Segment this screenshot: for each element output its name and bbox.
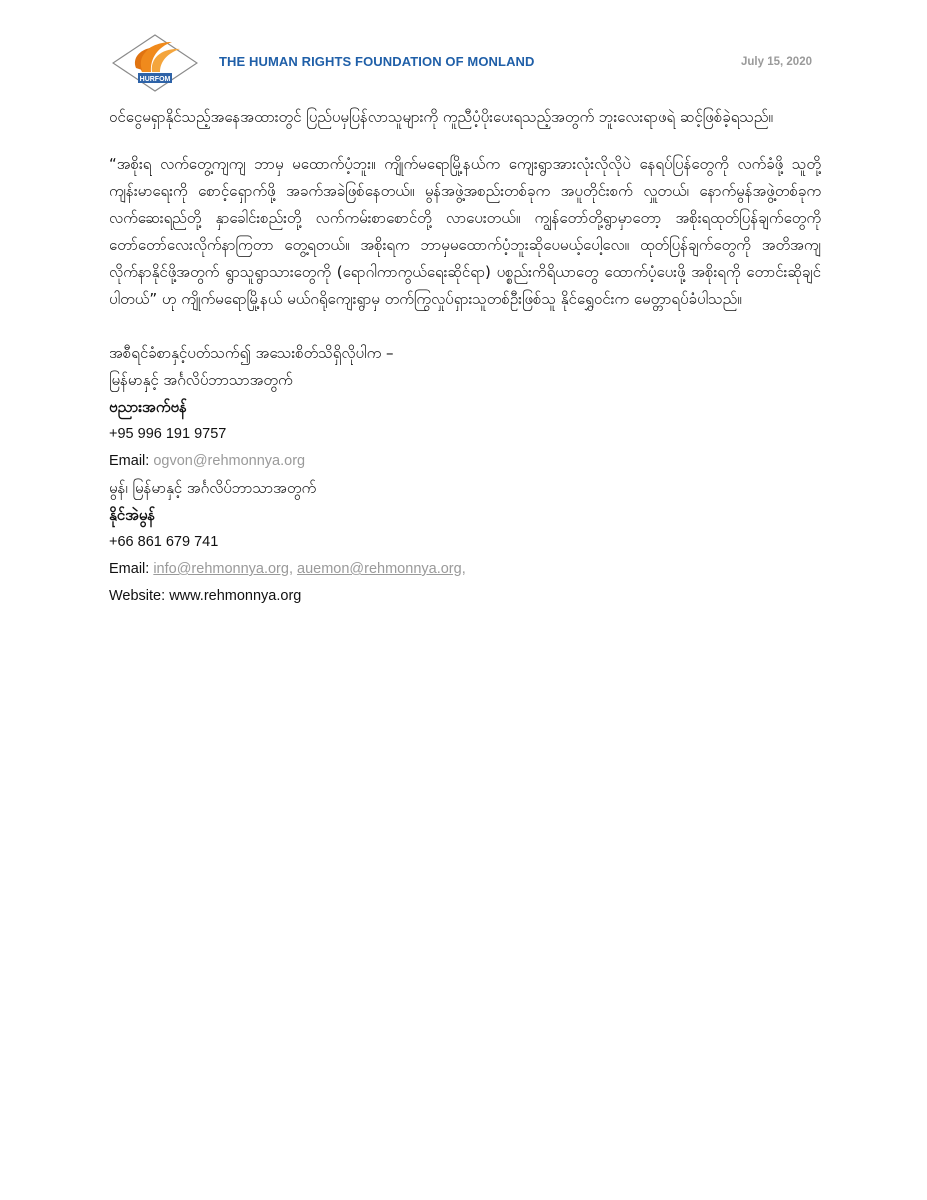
- email-trailing-comma: ,: [461, 561, 466, 577]
- hurfom-logo: [112, 34, 198, 92]
- contact-2-language: မွန်၊ မြန်မာနှင့် အင်္ဂလိပ်ဘာသာအတွက်: [109, 479, 317, 497]
- document-body: [109, 104, 821, 610]
- organization-name: THE HUMAN RIGHTS FOUNDATION OF MONLAND: [219, 54, 535, 69]
- website-url[interactable]: www.rehmonnya.org: [169, 588, 302, 604]
- contact-1-email-label: Email:: [109, 453, 150, 469]
- contact-2-email-link-1[interactable]: info@rehmonnya.org: [153, 561, 289, 577]
- contact-2-email-label: Email:: [109, 561, 150, 577]
- contact-2-name: နိုင်အဲမွန်: [109, 506, 156, 524]
- contact-1-name: ဗညားအက်ဗန်: [109, 398, 187, 416]
- paragraph-2-quote: “အစိုးရ လက်တွေ့ကျကျ ဘာမှ မထောက်ပံ့ဘူး။ ကျိုက်မရောမြို့နယ်က ကျေးရွာအားလုံးလိုလိုပဲ နေရပ်ပြန်တွေကို လက်ခံဖို့ သူတို့ကျန်းမာရေးကို စောင့်ရှောက်ဖို့ အခက်အခဲဖြစ်နေတယ်။ မွန်အဖွဲ့အစည်းတစ်ခုက အပူတိုင်းစက် လှူတယ်၊ နောက်မွန်အဖွဲ့တစ်ခုက လက်ဆေးရည်တို့ နှာခေါင်းစည်းတို့ လက်ကမ်းစာစောင်တို့ လာပေးတယ်။ ကျွန်တော်တို့ရွာမှာတော့ အစိုးရထုတ်ပြန်ချက်တွေကို တော်တော်လေးလိုက်နာကြတာ တွေ့ရတယ်။ အစိုးရက ဘာမှမထောက်ပံ့ဘူးဆိုပေမယ့်ပေါ့လေ။ ထုတ်ပြန်ချက်တွေကို အတိအကျလိုက်နာနိုင်ဖို့အတွက် ရွာသူရွာသားတွေကို (ရောဂါကာကွယ်ရေးဆိုင်ရာ) ပစ္စည်းကိရိယာတွေ ထောက်ပံ့ပေးဖို့ အစိုးရကို တောင်းဆိုချင်ပါတယ်” ဟု ကျိုက်မရောမြို့နယ် မယ်ဂရိုကျေးရွာမှ တက်ကြွလှုပ်ရှားသူတစ်ဦးဖြစ်သူ နိုင်ရွှေဝင်းက မေတ္တာရပ်ခံပါသည်။: [109, 155, 821, 308]
- document-header: [0, 0, 927, 100]
- email-separator: ,: [288, 561, 298, 577]
- contact-1-email[interactable]: ogvon@rehmonnya.org: [153, 453, 306, 469]
- contact-1-language: မြန်မာနှင့် အင်္ဂလိပ်ဘာသာအတွက်: [109, 371, 293, 389]
- contact-1-phone: +95 996 191 9757: [109, 426, 227, 442]
- paragraph-1: ဝင်ငွေမရှာနိုင်သည့်အနေအထားတွင် ပြည်ပမှပြန်လာသူများကို ကူညီပံ့ပိုးပေးရသည့်အတွက် ဘူးလေးရာဖရဲ ဆင့်ဖြစ်ခဲ့ရသည်။: [109, 108, 773, 126]
- contact-1-email-line: [109, 448, 821, 475]
- contact-2-email-line: [109, 556, 821, 583]
- contact-2-email-link-2[interactable]: auemon@rehmonnya.org: [297, 561, 462, 577]
- document-date: July 15, 2020: [741, 56, 812, 68]
- contact-block: [109, 340, 821, 610]
- website-line: [109, 583, 821, 610]
- logo-text: HURFOM: [139, 76, 171, 83]
- website-label: Website:: [109, 588, 166, 604]
- contact-intro: အစီရင်ခံစာနှင့်ပတ်သက်၍ အသေးစိတ်သိရှိလိုပါက –: [109, 344, 394, 362]
- contact-2-phone: +66 861 679 741: [109, 534, 219, 550]
